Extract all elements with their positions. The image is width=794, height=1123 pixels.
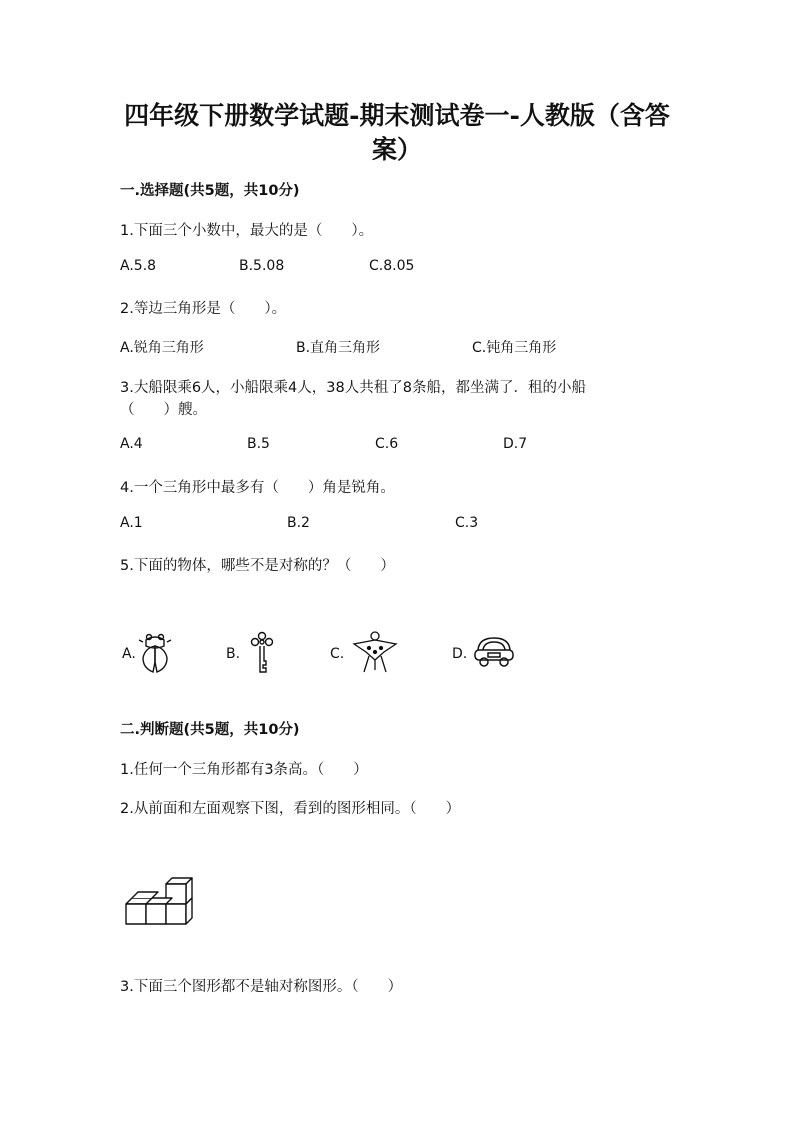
cicada-icon — [137, 632, 173, 674]
key-icon — [248, 632, 276, 674]
q5-option-d: D. — [452, 646, 468, 662]
question-3-line1: 3.大船限乘6人，小船限乘4人，38人共租了8条船，都坐满了．租的小船 — [120, 380, 586, 396]
q1-option-c: C.8.05 — [369, 258, 415, 274]
question-2: 2.等边三角形是（ ）。 — [120, 301, 287, 317]
question-3-line2: （ ）艘。 — [120, 402, 207, 418]
question-5: 5.下面的物体，哪些不是对称的？（ ） — [120, 558, 395, 574]
judge-question-2: 2.从前面和左面观察下图，看到的图形相同。（ ） — [120, 801, 461, 817]
judge-question-1: 1.任何一个三角形都有3条高。（ ） — [120, 762, 368, 778]
q5-option-b: B. — [226, 646, 241, 662]
q5-option-a: A. — [122, 646, 136, 662]
q2-option-b: B.直角三角形 — [296, 340, 381, 356]
q3-option-b: B.5 — [247, 436, 270, 452]
q1-option-a: A.5.8 — [120, 258, 157, 274]
q3-option-c: C.6 — [375, 436, 399, 452]
section2-heading: 二.判断题(共5题，共10分) — [120, 722, 300, 738]
car-icon — [473, 634, 515, 668]
question-1: 1.下面三个小数中，最大的是（ ）。 — [120, 223, 374, 239]
q3-option-a: A.4 — [120, 436, 143, 452]
q2-option-c: C.钝角三角形 — [472, 340, 557, 356]
q1-option-b: B.5.08 — [239, 258, 285, 274]
cube-stack-icon — [124, 874, 194, 928]
q4-option-c: C.3 — [455, 515, 479, 531]
q5-option-c: C. — [330, 646, 345, 662]
q4-option-a: A.1 — [120, 515, 143, 531]
question-4: 4.一个三角形中最多有（ ）角是锐角。 — [120, 480, 395, 496]
section1-heading: 一.选择题(共5题，共10分) — [120, 183, 300, 199]
judge-question-3: 3.下面三个图形都不是轴对称图形。（ ） — [120, 979, 403, 995]
q4-option-b: B.2 — [287, 515, 310, 531]
q2-option-a: A.锐角三角形 — [120, 340, 204, 356]
page-title-line1: 四年级下册数学试题-期末测试卷一-人教版（含答 — [124, 101, 670, 130]
page-title-line2: 案） — [371, 135, 422, 164]
kite-icon — [352, 630, 398, 674]
q3-option-d: D.7 — [503, 436, 528, 452]
